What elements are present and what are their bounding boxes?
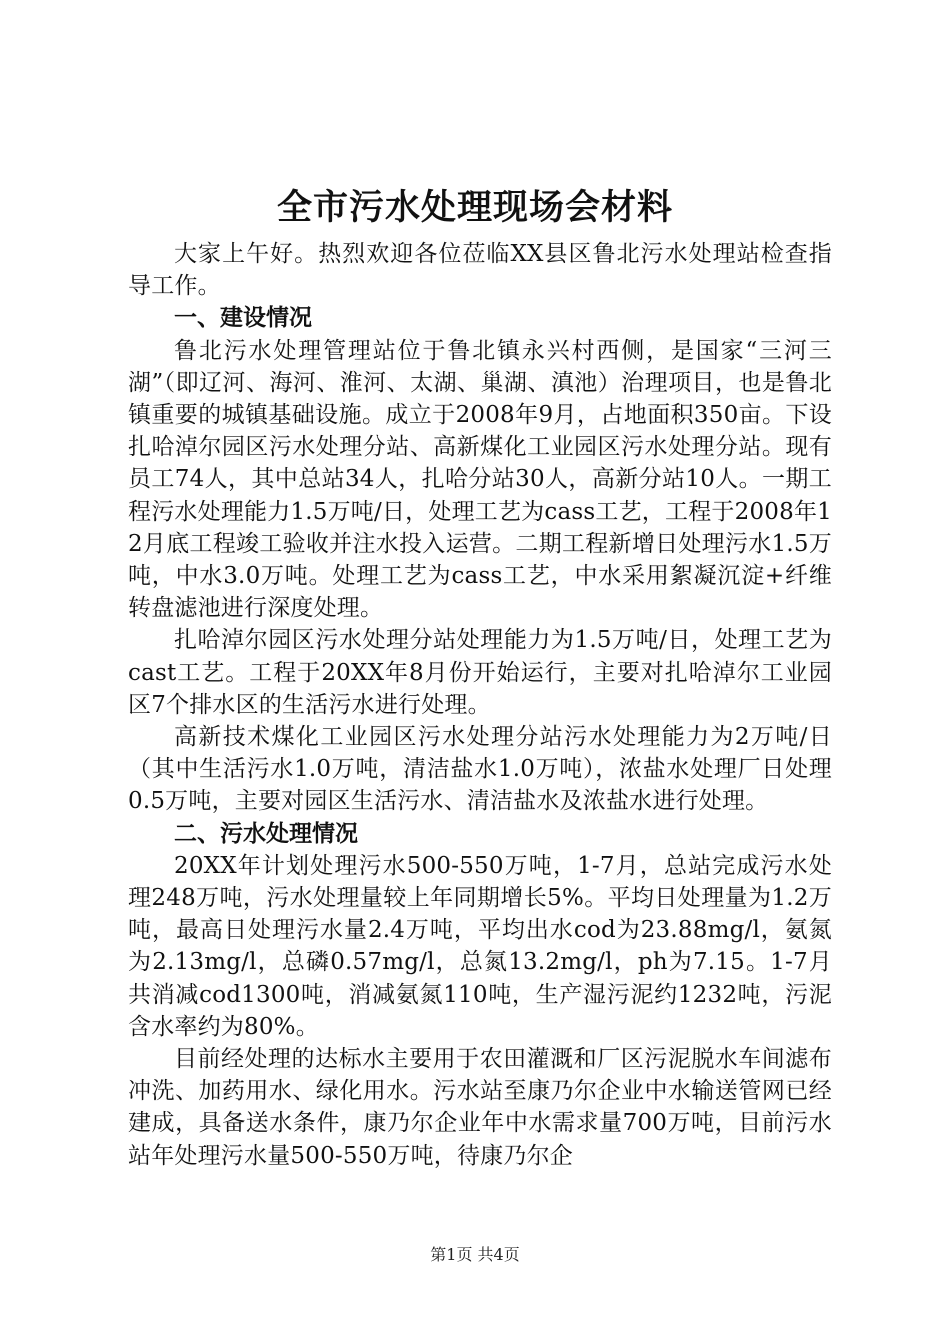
section-heading-construction: 一、建设情况 xyxy=(174,305,312,332)
paragraph-reuse: 目前经处理的达标水主要用于农田灌溉和厂区污泥脱水车间滤布冲洗、加药用水、绿化用水。污水站至康乃尔企业中水输送管网已经建成，具备送水条件，康乃尔企业年中水需求量700万吨，目前污水站年处理污水量500-550万吨，待康乃尔企 xyxy=(128,1046,832,1169)
page-footer: 第1页 共4页 xyxy=(430,1245,520,1264)
paragraph-treatment-stats: 20XX年计划处理污水500-550万吨，1-7月，总站完成污水处理248万吨，污水处理量较上年同期增长5%。平均日处理量为1.2万吨，最高日处理污水量2.4万吨，平均出水cod为23.88mg/l，氨氮为2.13mg/l，总磷0.57mg/l，总氮13.2mg/l，ph为7.15。1-7月共消减cod1300吨，消减氨氮110吨，生产湿污泥约1232吨，污泥含水率约为80%。 xyxy=(128,852,832,1040)
paragraph-station-overview: 鲁北污水处理管理站位于鲁北镇永兴村西侧，是国家“三河三湖”（即辽河、海河、淮河、太湖、巢湖、滇池）治理项目，也是鲁北镇重要的城镇基础设施。成立于2008年9月，占地面积350亩。下设扎哈淖尔园区污水处理分站、高新煤化工业园区污水处理分站。现有员工74人，其中总站34人，扎哈分站30人，高新分站10人。一期工程污水处理能力1.5万吨/日，处理工艺为cass工艺，工程于2008年12月底工程竣工验收并注水投入运营。二期工程新增日处理污水1.5万吨，中水3.0万吨。处理工艺为cass工艺，中水采用絮凝沉淀+纤维转盘滤池进行深度处理。 xyxy=(128,337,832,622)
paragraph-zaha-substation: 扎哈淖尔园区污水处理分站处理能力为1.5万吨/日，处理工艺为cast工艺。工程于20XX年8月份开始运行，主要对扎哈淖尔工业园区7个排水区的生活污水进行处理。 xyxy=(128,627,832,718)
section-heading-treatment: 二、污水处理情况 xyxy=(174,820,358,847)
document-body xyxy=(128,238,832,1172)
document-title: 全市污水处理现场会材料 xyxy=(276,187,673,228)
paragraph-greeting: 大家上午好。热烈欢迎各位莅临XX县区鲁北污水处理站检查指导工作。 xyxy=(128,241,832,300)
paragraph-gaoxin-substation: 高新技术煤化工业园区污水处理分站污水处理能力为2万吨/日（其中生活污水1.0万吨，清洁盐水1.0万吨），浓盐水处理厂日处理0.5万吨，主要对园区生活污水、清洁盐水及浓盐水进行处理。 xyxy=(128,724,832,815)
